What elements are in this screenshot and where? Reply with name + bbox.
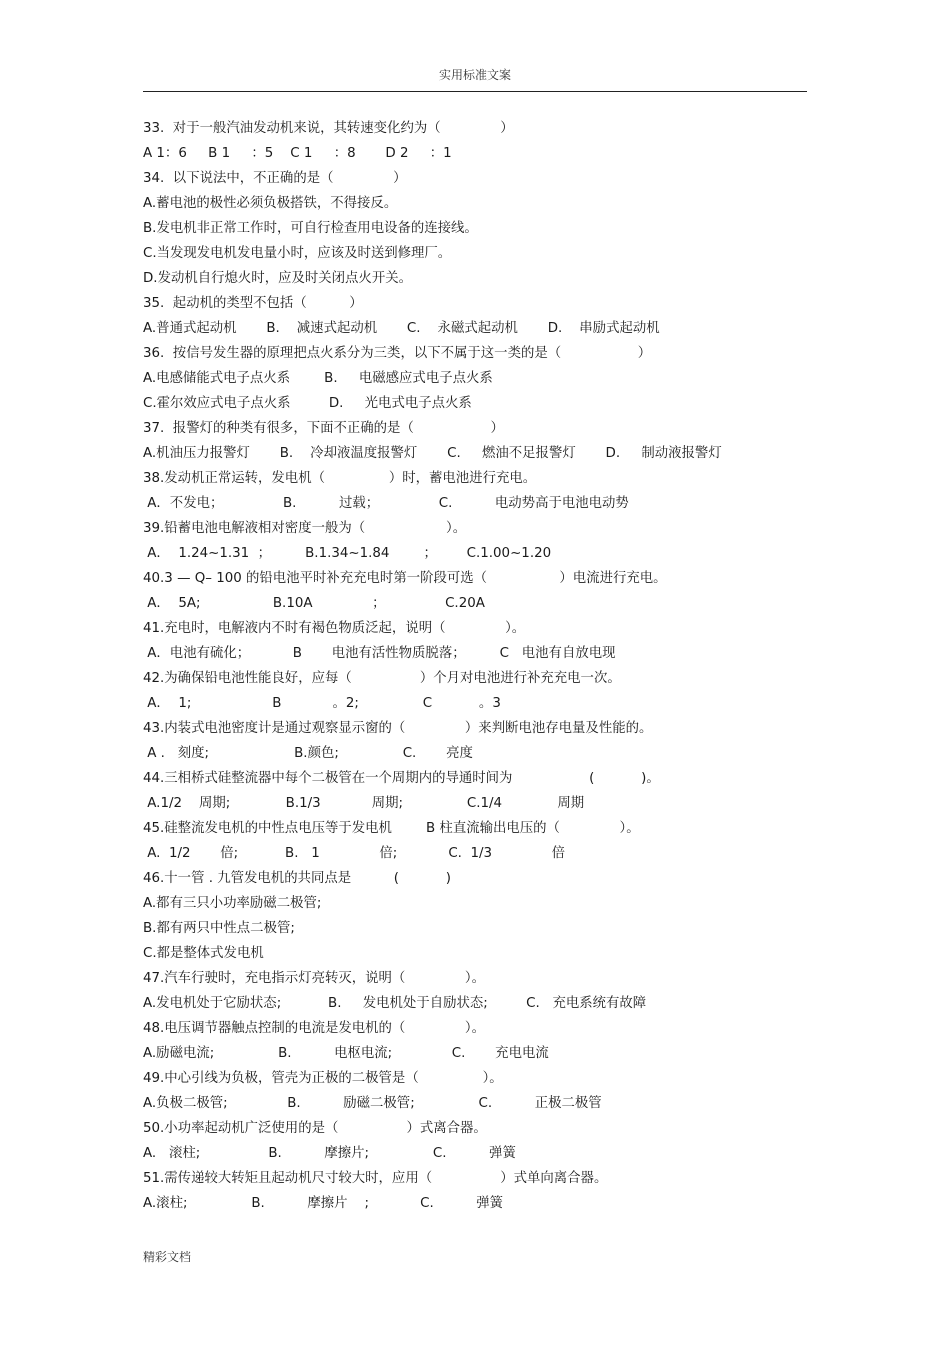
text-line: 35. 起动机的类型不包括（ ） — [143, 296, 363, 311]
text-line: A . 刻度; B.颜色; C. 亮度 — [143, 746, 473, 761]
text-line: C.都是整体式发电机 — [143, 946, 264, 961]
document-body — [143, 116, 807, 1216]
text-line: 37. 报警灯的种类有很多，下面不正确的是（ ） — [143, 421, 504, 436]
header-divider — [143, 91, 807, 92]
text-line: A.普通式起动机 B. 减速式起动机 C. 永磁式起动机 D. 串励式起动机 — [143, 321, 660, 336]
text-line: A 1：6 B 1 ：5 C 1 ：8 D 2 ：1 — [143, 146, 452, 161]
text-line: A.1/2 周期; B.1/3 周期; C.1/4 周期 — [143, 796, 585, 811]
text-line: 51.需传递较大转矩且起动机尺寸较大时，应用（ ）式单向离合器。 — [143, 1171, 608, 1186]
text-line: 43.内装式电池密度计是通过观察显示窗的（ ）来判断电池存电量及性能的。 — [143, 721, 653, 736]
text-line: A．不发电； B. 过载； C. 电动势高于电池电动势 — [143, 496, 629, 511]
text-line: 50.小功率起动机广泛使用的是（ ）式离合器。 — [143, 1121, 487, 1136]
text-line: A． 5A; B.10A ； C.20A — [143, 596, 485, 611]
text-line: A.滚柱; B. 摩擦片 ; C. 弹簧 — [143, 1196, 504, 1211]
text-line: 33. 对于一般汽油发动机来说，其转速变化约为（ ） — [143, 121, 514, 136]
text-line: A.蓄电池的极性必须负极搭铁，不得接反。 — [143, 196, 398, 211]
text-line: C.霍尔效应式电子点火系 D. 光电式电子点火系 — [143, 396, 472, 411]
text-line: 49.中心引线为负极，管壳为正极的二极管是（ ）。 — [143, 1071, 503, 1086]
text-line: A.负极二极管; B. 励磁二极管; C. 正极二极管 — [143, 1096, 602, 1111]
text-line: A． 1.24~1.31 ； B.1.34~1.84 ； C.1.00~1.20 — [143, 546, 552, 561]
text-line: A.励磁电流; B. 电枢电流; C. 充电电流 — [143, 1046, 549, 1061]
text-line: A. 滚柱; B. 摩擦片; C. 弹簧 — [143, 1146, 516, 1161]
text-line: A.都有三只小功率励磁二极管; — [143, 896, 322, 911]
text-line: A.发电机处于它励状态; B. 发电机处于自励状态; C. 充电系统有故障 — [143, 996, 647, 1011]
text-line: A.电感储能式电子点火系 B. 电磁感应式电子点火系 — [143, 371, 493, 386]
text-line: 41.充电时，电解液内不时有褐色物质泛起，说明（ ）。 — [143, 621, 526, 636]
text-line: 40.3 — Q– 100 的铅电池平时补充充电时第一阶段可选（ ）电流进行充电。 — [143, 571, 667, 586]
text-line: 42.为确保铅电池性能良好，应每（ ）个月对电池进行补充充电一次。 — [143, 671, 621, 686]
text-line: 39.铅蓄电池电解液相对密度一般为（ ）。 — [143, 521, 467, 536]
text-line: C.当发现发电机发电量小时，应该及时送到修理厂。 — [143, 246, 452, 261]
page-footer: 精彩文档 — [143, 1250, 192, 1264]
text-line: B.发电机非正常工作时，可自行检查用电设备的连接线。 — [143, 221, 478, 236]
page-header: 实用标准文案 — [438, 68, 511, 82]
text-line: B.都有两只中性点二极管; — [143, 921, 295, 936]
text-line: A． 1; B 。2; C 。3 — [143, 696, 501, 711]
text-line: 48.电压调节器触点控制的电流是发电机的（ ）。 — [143, 1021, 485, 1036]
text-line: 45.硅整流发电机的中性点电压等于发电机 B 柱直流输出电压的（ ）。 — [143, 821, 640, 836]
text-line: 36. 按信号发生器的原理把点火系分为三类，以下不属于这一类的是（ ） — [143, 346, 652, 361]
text-line: A．电池有硫化； B 电池有活性物质脱落； C 电池有自放电现 — [143, 646, 616, 661]
text-line: 46.十一管 . 九管发电机的共同点是 ( ) — [143, 871, 451, 886]
text-line: 44.三相桥式硅整流器中每个二极管在一个周期内的导通时间为 ( )。 — [143, 771, 660, 786]
text-line: 38.发动机正常运转，发电机（ ）时，蓄电池进行充电。 — [143, 471, 537, 486]
text-line: A. 1/2 倍; B. 1 倍; C. 1/3 倍 — [143, 846, 565, 861]
text-line: A.机油压力报警灯 B. 冷却液温度报警灯 C. 燃油不足报警灯 D. 制动液报警灯 — [143, 446, 722, 461]
text-line: 47.汽车行驶时，充电指示灯亮转灭，说明（ ）。 — [143, 971, 485, 986]
text-line: D.发动机自行熄火时，应及时关闭点火开关。 — [143, 271, 412, 286]
text-line: 34. 以下说法中，不正确的是（ ） — [143, 171, 407, 186]
